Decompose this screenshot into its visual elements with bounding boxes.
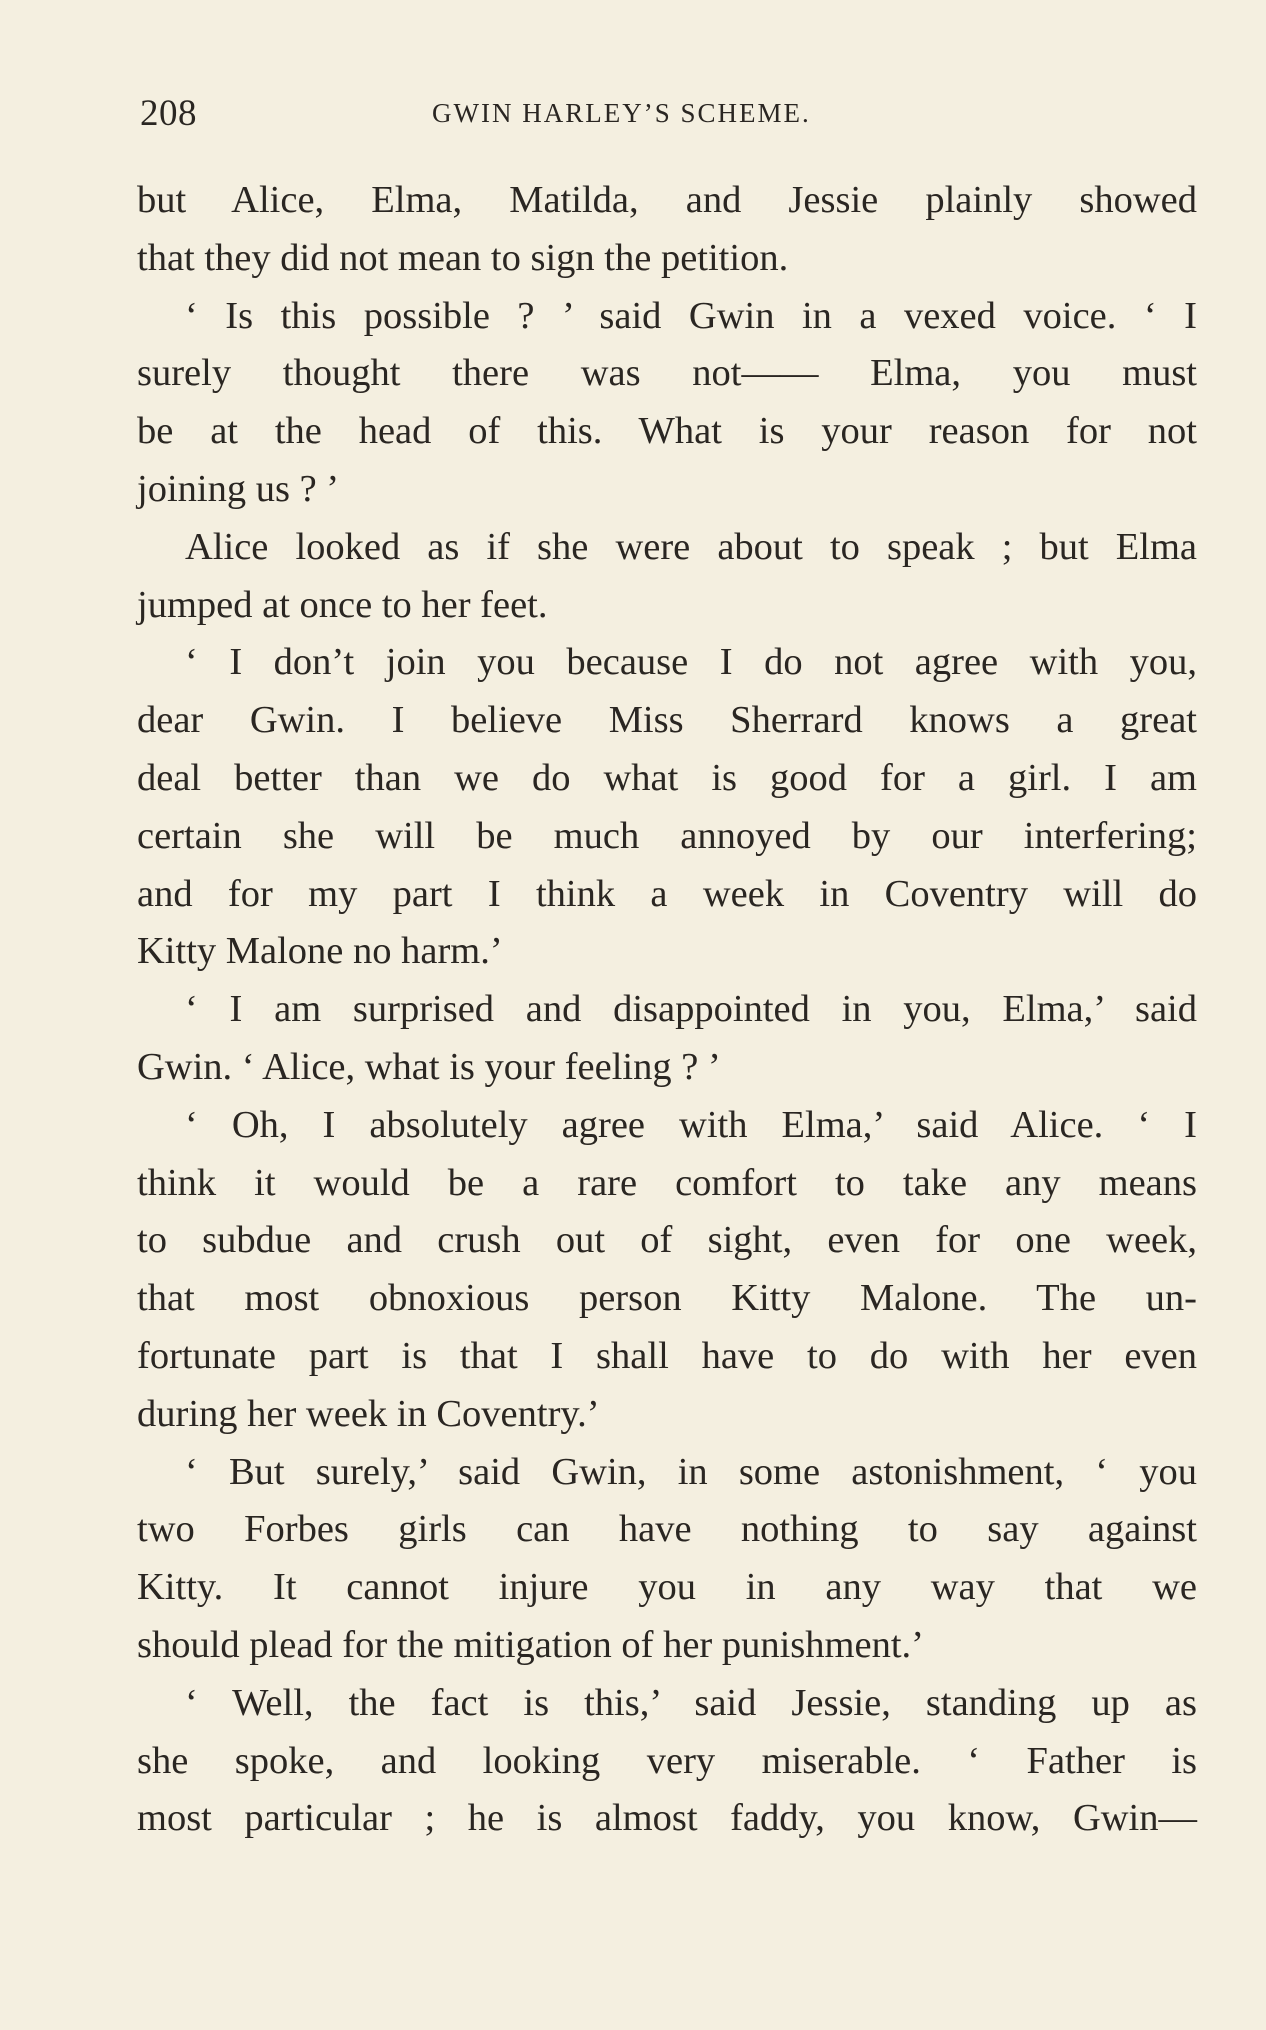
page-number: 208 <box>140 93 197 134</box>
text-line: Kitty Malone no harm.’ <box>137 930 503 973</box>
text-line: fortunate part is that I shall have to do with her even <box>137 1334 1197 1377</box>
text-line: Kitty. It cannot injure you in any way that we <box>137 1566 1197 1609</box>
text-line: dear Gwin. I believe Miss Sherrard knows a great <box>137 699 1197 742</box>
text-line: two Forbes girls can have nothing to say against <box>137 1508 1197 1551</box>
text-line: think it would be a rare comfort to take any means <box>137 1161 1197 1204</box>
body-text <box>137 172 1197 1848</box>
text-line: surely thought there was not—— Elma, you must <box>137 352 1197 395</box>
text-line: deal better than we do what is good for a girl. I am <box>137 756 1197 799</box>
text-line: certain she will be much annoyed by our interfering; <box>137 814 1197 857</box>
text-line: should plead for the mitigation of her punishment.’ <box>137 1623 924 1666</box>
text-line: ‘ I am surprised and disappointed in you, Elma,’ said <box>185 988 1197 1031</box>
text-line: ‘ Well, the fact is this,’ said Jessie, standing up as <box>185 1681 1197 1724</box>
text-line: that most obnoxious person Kitty Malone. The un- <box>137 1277 1197 1320</box>
page-header <box>140 92 1198 152</box>
text-line: ‘ Oh, I absolutely agree with Elma,’ said Alice. ‘ I <box>185 1103 1197 1146</box>
text-line: to subdue and crush out of sight, even for one week, <box>137 1219 1197 1262</box>
text-line: but Alice, Elma, Matilda, and Jessie plainly showed <box>137 179 1197 221</box>
text-line: ‘ Is this possible ? ’ said Gwin in a vexed voice. ‘ I <box>185 294 1197 337</box>
text-line: ‘ I don’t join you because I do not agree with you, <box>185 641 1197 684</box>
text-line: Alice looked as if she were about to speak ; but Elma <box>185 525 1197 568</box>
text-line: joining us ? ’ <box>137 467 340 510</box>
text-line: that they did not mean to sign the petition. <box>137 236 789 279</box>
text-line: during her week in Coventry.’ <box>137 1392 600 1435</box>
text-line: ‘ But surely,’ said Gwin, in some astonishment, ‘ you <box>185 1450 1197 1493</box>
text-line: and for my part I think a week in Coventry will do <box>137 872 1197 915</box>
text-line: jumped at once to her feet. <box>137 583 548 626</box>
text-line: she spoke, and looking very miserable. ‘ Father is <box>137 1739 1197 1782</box>
text-line: Gwin. ‘ Alice, what is your feeling ? ’ <box>137 1045 721 1088</box>
text-line: most particular ; he is almost faddy, you know, Gwin— <box>137 1797 1197 1840</box>
text-line: be at the head of this. What is your reason for not <box>137 410 1197 453</box>
running-title: GWIN HARLEY’S SCHEME. <box>432 98 811 128</box>
